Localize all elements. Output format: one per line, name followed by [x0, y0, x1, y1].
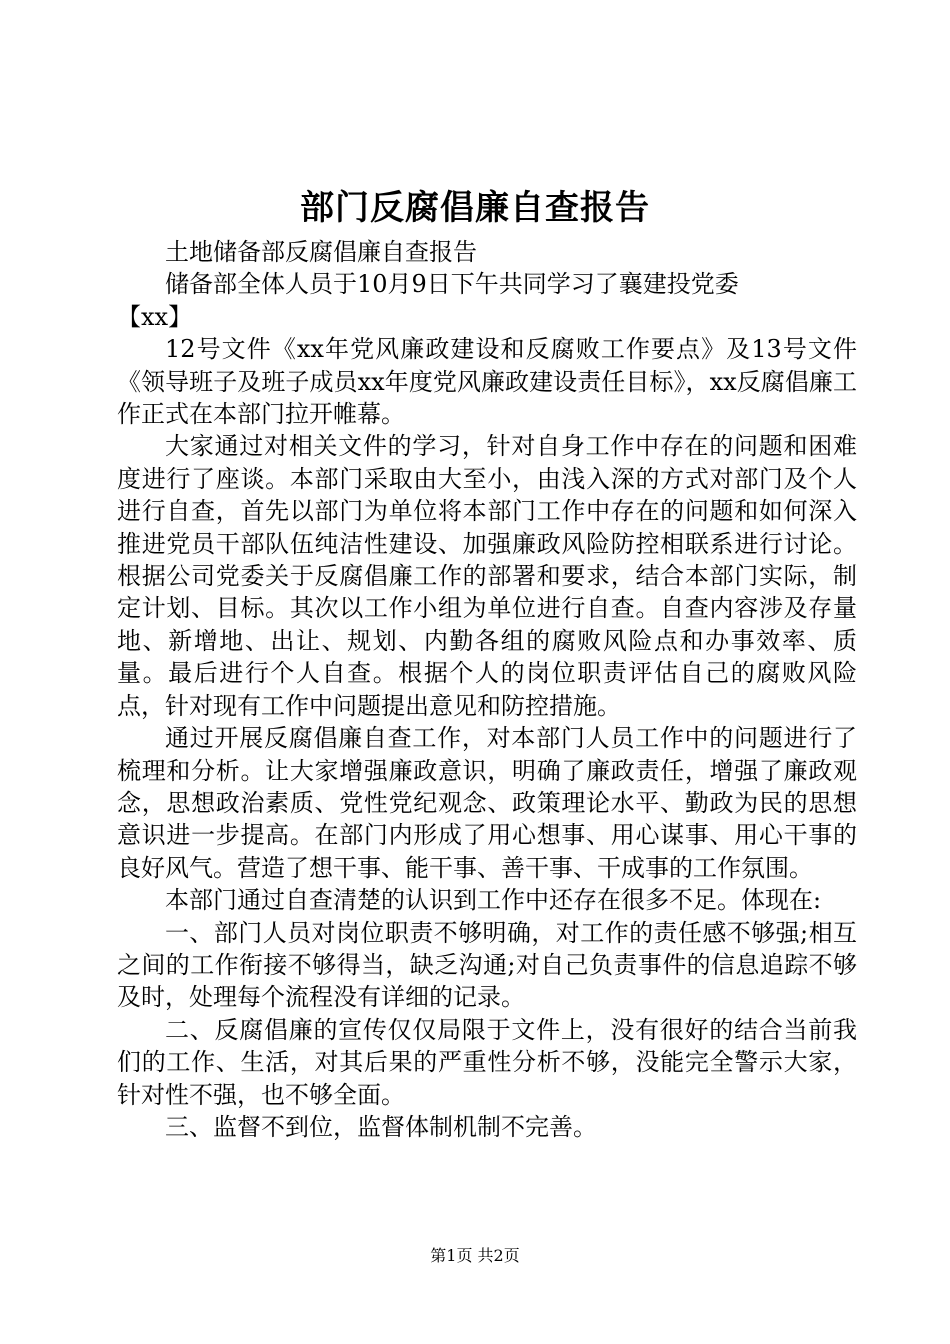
page-number: 第1页 共2页	[430, 1246, 520, 1265]
paragraph-subtitle: 土地储备部反腐倡廉自查报告	[165, 238, 477, 266]
paragraph-point-2: 二、反腐倡廉的宣传仅仅局限于文件上，没有很好的结合当前我们的工作、生活，对其后果的严重性分析不够，没能完全警示大家，针对性不强，也不够全面。	[117, 1015, 857, 1109]
paragraph-documents: 12号文件《xx年党风廉政建设和反腐败工作要点》及13号文件《领导班子及班子成员xx年度党风廉政建设责任目标》，xx反腐倡廉工作正式在本部门拉开帷幕。	[117, 335, 857, 429]
paragraph-shortcomings: 本部门通过自查清楚的认识到工作中还存在很多不足。体现在:	[165, 886, 822, 915]
paragraph-point-3: 三、监督不到位，监督体制机制不完善。	[165, 1112, 597, 1141]
paragraph-results: 通过开展反腐倡廉自查工作，对本部门人员工作中的问题进行了梳理和分析。让大家增强廉政意识，明确了廉政责任，增强了廉政观念，思想政治素质、党性党纪观念、政策理论水平、勤政为民的思想意识进一步提高。在部门内形成了用心想事、用心谋事、用心干事的良好风气。营造了想干事、能干事、善干事、干成事的工作氛围。	[117, 724, 857, 882]
paragraph-self-inspection: 大家通过对相关文件的学习，针对自身工作中存在的问题和困难度进行了座谈。本部门采取由大至小，由浅入深的方式对部门及个人进行自查，首先以部门为单位将本部门工作中存在的问题和如何深入推进党员干部队伍纯洁性建设、加强廉政风险防控相联系进行讨论。根据公司党委关于反腐倡廉工作的部署和要求，结合本部门实际，制定计划、目标。其次以工作小组为单位进行自查。自查内容涉及存量地、新增地、出让、规划、内勤各组的腐败风险点和办事效率、质量。最后进行个人自查。根据个人的岗位职责评估自己的腐败风险点，针对现有工作中问题提出意见和防控措施。	[117, 432, 857, 720]
document-body	[117, 236, 857, 1143]
document-title: 部门反腐倡廉自查报告	[300, 188, 650, 228]
paragraph-point-1: 一、部门人员对岗位职责不够明确，对工作的责任感不够强;相互之间的工作衔接不够得当，缺乏沟通;对自己负责事件的信息追踪不够及时，处理每个流程没有详细的记录。	[117, 918, 857, 1012]
paragraph-intro: 储备部全体人员于10月9日下午共同学习了襄建投党委	[165, 270, 739, 299]
paragraph-bracket: 【xx】	[117, 302, 193, 331]
